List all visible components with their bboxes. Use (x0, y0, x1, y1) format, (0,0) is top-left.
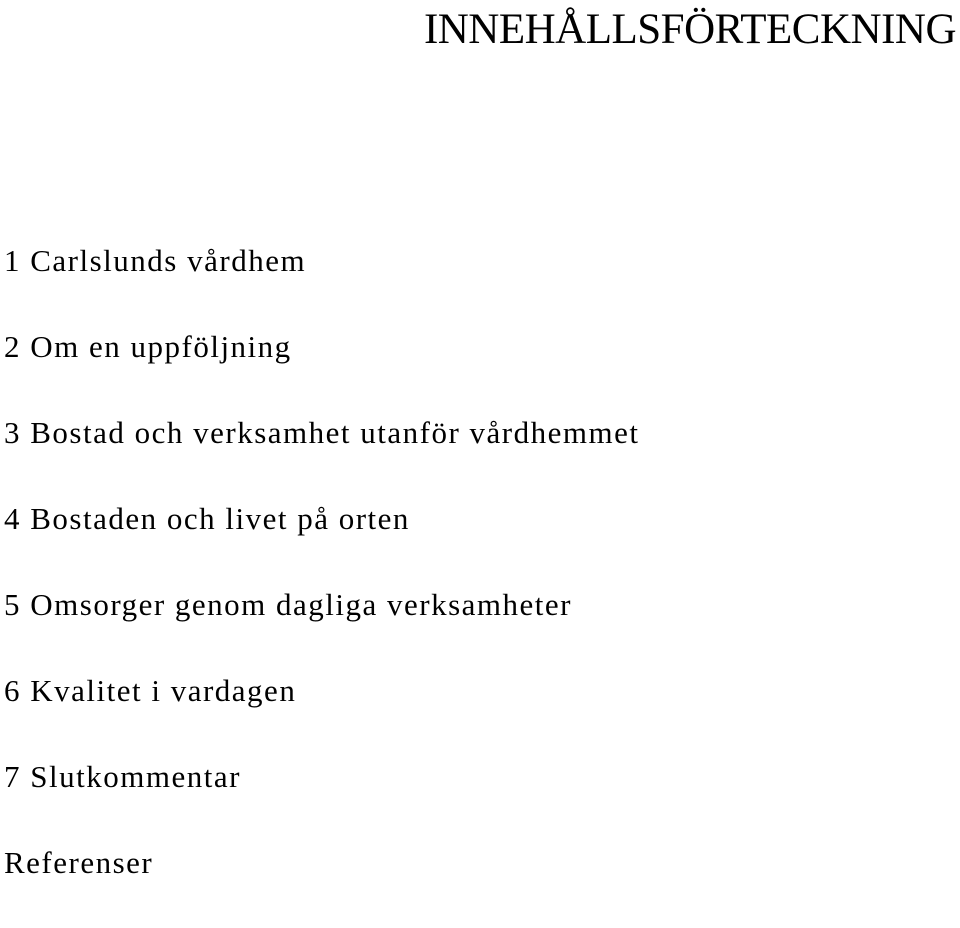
toc-entry-3: 3 Bostad och verksamhet utanför vårdhemmet (4, 415, 640, 450)
toc-entry-references: Referenser (4, 845, 154, 880)
toc-entry-7: 7 Slutkommentar (4, 759, 241, 794)
toc-entry-2: 2 Om en uppföljning (4, 329, 292, 364)
toc-entry-5: 5 Omsorger genom dagliga verksamheter (4, 587, 572, 622)
toc-entry-4: 4 Bostaden och livet på orten (4, 501, 410, 536)
toc-title: INNEHÅLLSFÖRTECKNING (423, 6, 956, 53)
toc-entry-6: 6 Kvalitet i vardagen (4, 673, 297, 708)
toc-list (4, 240, 639, 928)
toc-entry-1: 1 Carlslunds vårdhem (4, 243, 307, 278)
